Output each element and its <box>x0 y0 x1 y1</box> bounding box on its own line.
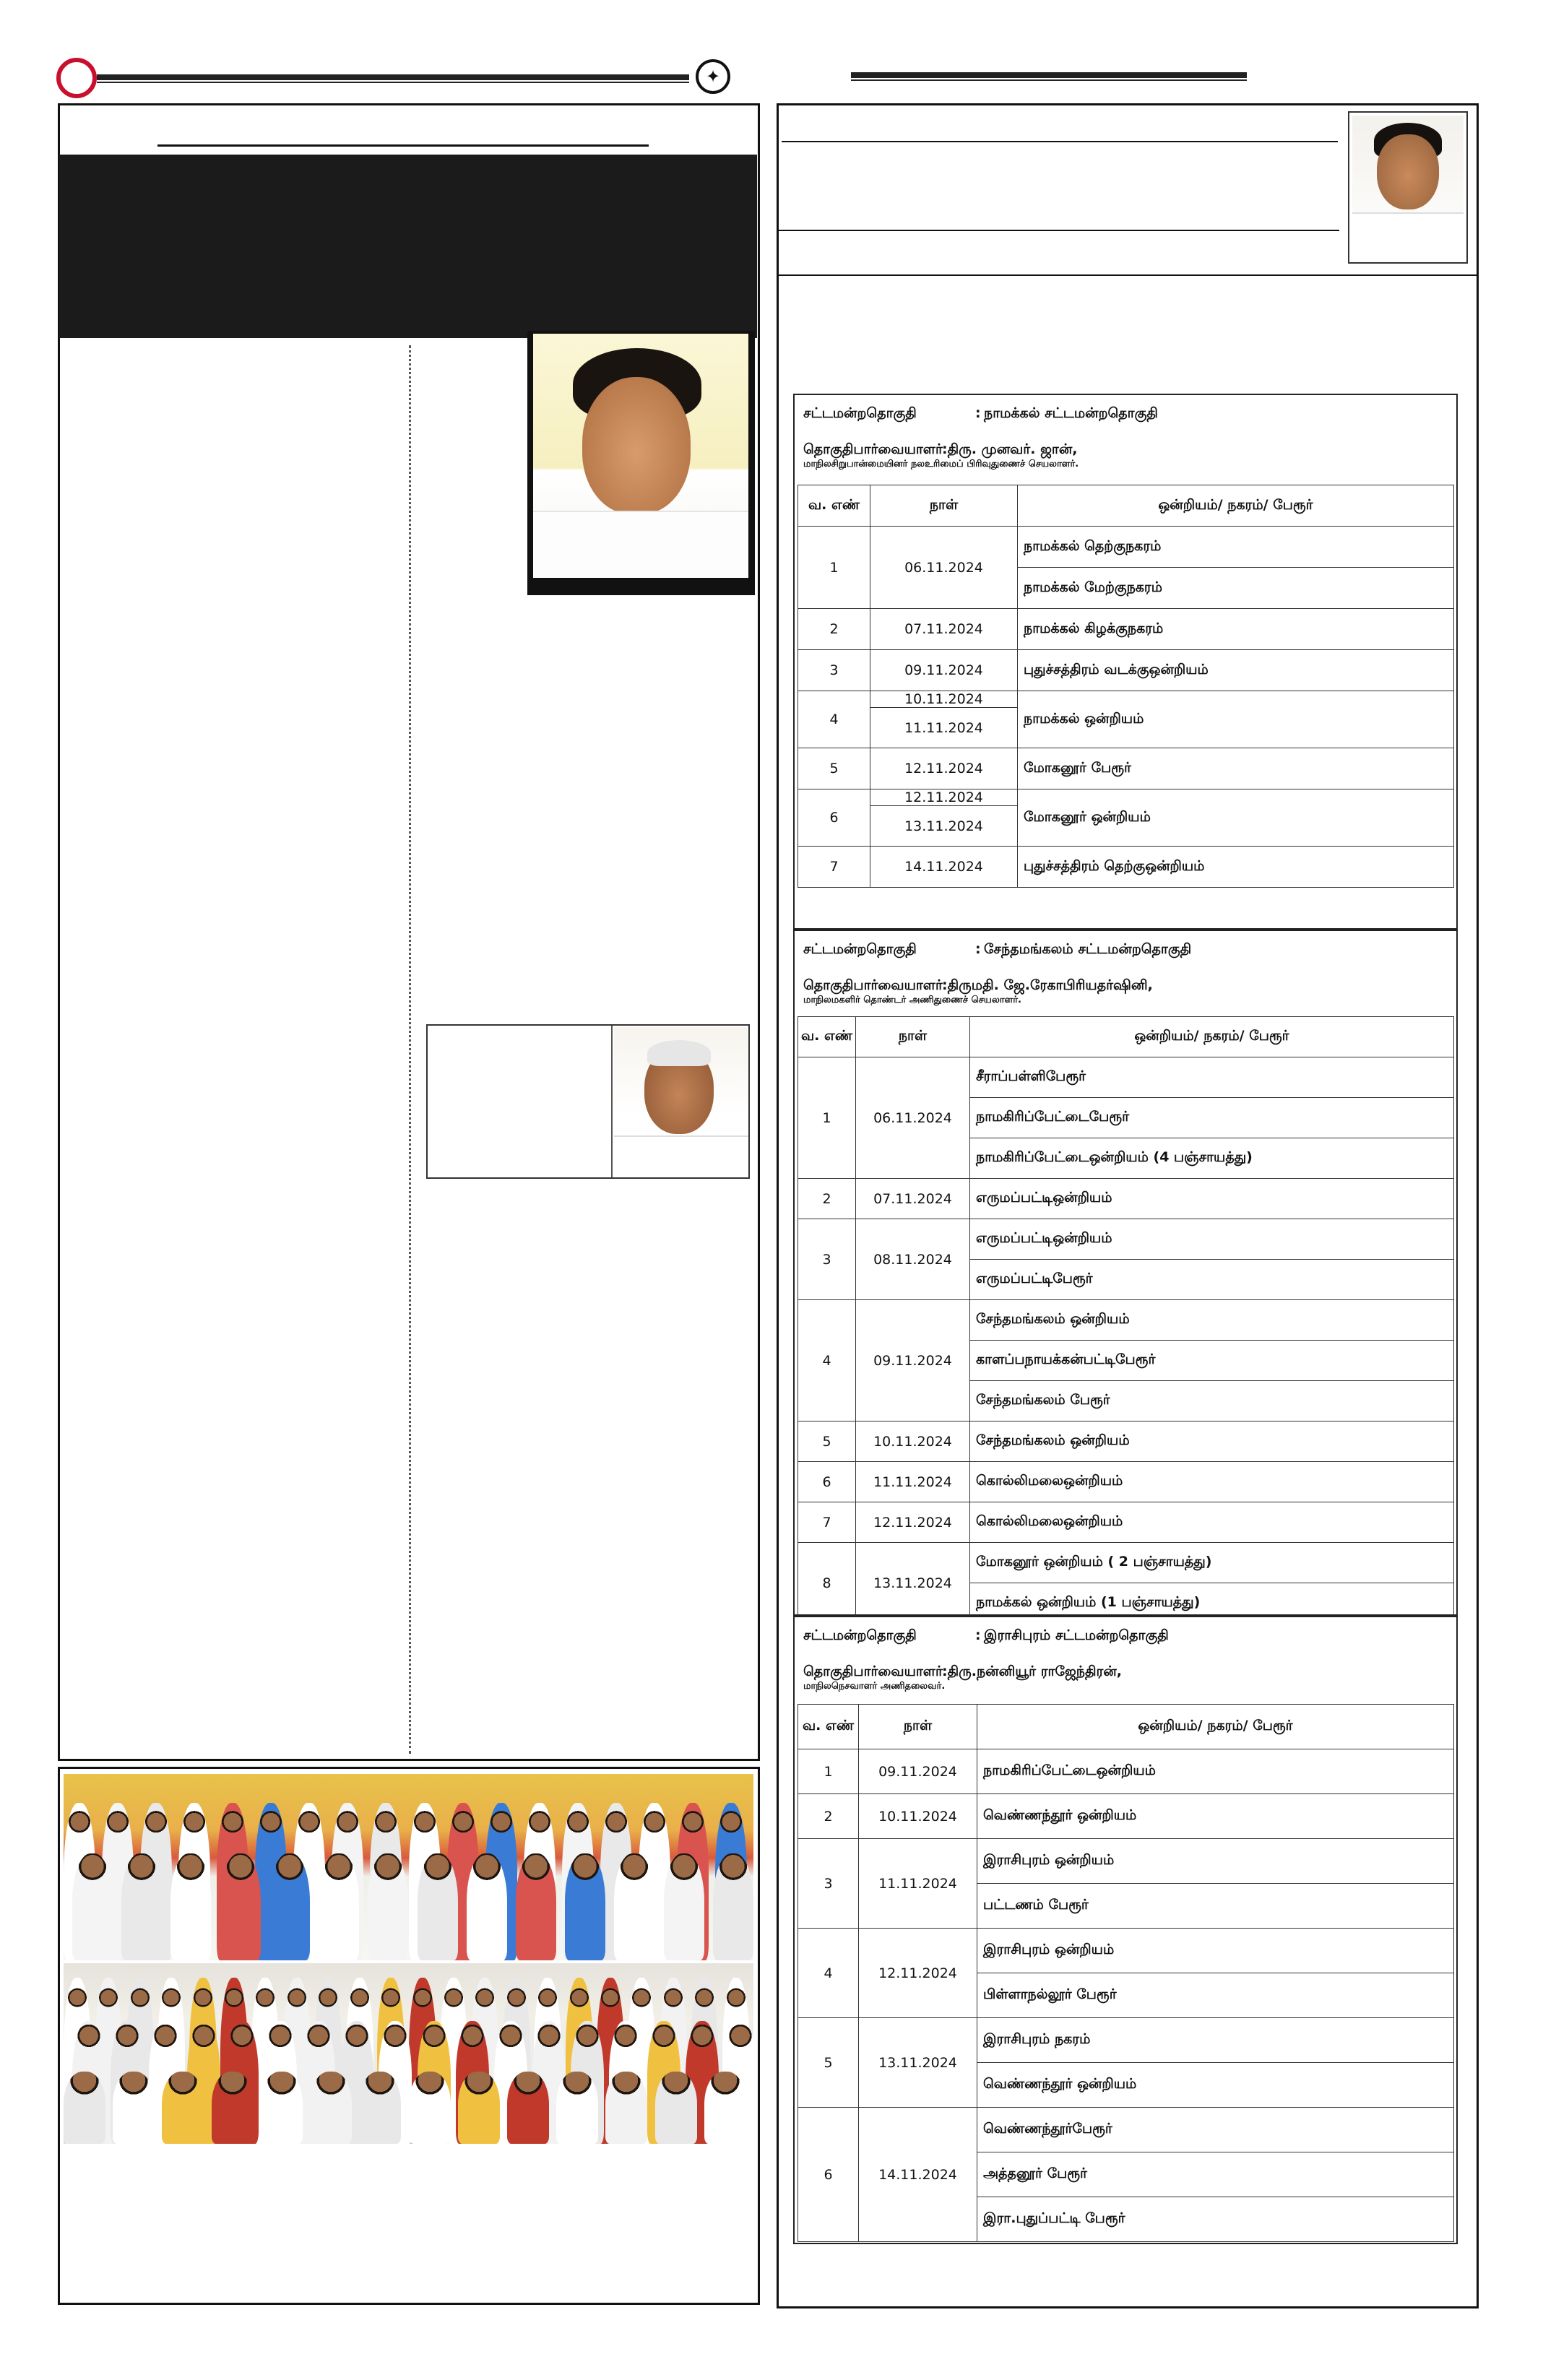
schedule-table-rasipuram <box>793 1616 1458 2244</box>
constituency-name: இராசிபுரம் சட்டமன்றதொகுதி <box>984 1627 1169 1643</box>
date-cell: 12.11.2024 <box>856 1502 970 1543</box>
serial-number: 6 <box>798 1462 856 1502</box>
crowd-figure <box>614 1853 654 1960</box>
constituency-name: சேந்தமங்கலம் சட்டமன்றதொகுதி <box>984 941 1192 957</box>
serial-number: 8 <box>798 1543 856 1624</box>
crowd-figure <box>64 2072 105 2144</box>
table-row <box>798 748 1454 789</box>
serial-number: 4 <box>798 1300 856 1421</box>
schedule-grid <box>798 485 1454 888</box>
crowd-figure <box>359 2072 401 2144</box>
place-cell: மோகனூர் ஒன்றியம் ( 2 பஞ்சாயத்து) <box>970 1543 1454 1583</box>
table-row <box>798 691 1454 708</box>
place-cell: நாமக்கல் தெற்குநகரம் <box>1018 527 1454 568</box>
serial-number: 1 <box>798 1057 856 1179</box>
place-cell: நாமகிரிப்பேட்டைபேரூர் <box>970 1098 1454 1138</box>
schedule-grid <box>798 1016 1454 1624</box>
right-subtitle-rule <box>779 230 1339 231</box>
table-row <box>798 1219 1454 1260</box>
table-header-row <box>798 485 1454 527</box>
observer-name: :திரு. முனவர். ஜான், <box>942 441 1078 457</box>
date-cell: 10.11.2024 <box>870 691 1018 708</box>
place-cell: சீராப்பள்ளிபேரூர் <box>970 1057 1454 1098</box>
serial-number: 6 <box>798 2108 859 2242</box>
column-header: வ. எண் <box>798 1705 859 1749</box>
table-row <box>798 789 1454 806</box>
crowd-figure <box>556 2072 598 2144</box>
crowd-figure <box>409 2072 451 2144</box>
constituency-label: சட்டமன்றதொகுதி <box>803 405 917 421</box>
serial-number: 3 <box>798 650 870 691</box>
crowd-figure <box>310 2072 352 2144</box>
table-row <box>798 847 1454 888</box>
column-header: வ. எண் <box>798 1017 856 1057</box>
place-cell: அத்தனூர் பேரூர் <box>977 2152 1454 2197</box>
observer-name: :திரு.நன்னியூர் ராஜேந்திரன், <box>942 1663 1123 1679</box>
place-cell: எருமப்பட்டிபேரூர் <box>970 1260 1454 1300</box>
left-title-rule <box>157 144 649 147</box>
crowd-figure <box>170 1853 211 1960</box>
party-emblem-icon: ✦ <box>696 59 730 94</box>
crowd-figure <box>368 1853 408 1960</box>
date-cell: 13.11.2024 <box>856 1543 970 1624</box>
place-cell: கொல்லிமலைஒன்றியம் <box>970 1502 1454 1543</box>
date-cell: 08.11.2024 <box>856 1219 970 1300</box>
serial-number: 5 <box>798 2018 859 2108</box>
place-cell: பிள்ளாநல்லூர் பேரூர் <box>977 1973 1454 2018</box>
column-header: ஒன்றியம்/ நகரம்/ பேரூர் <box>977 1705 1454 1749</box>
crowd-figure <box>220 1853 261 1960</box>
label-colon: : <box>975 1627 981 1643</box>
schedule-table-senthamangalam <box>793 930 1458 1616</box>
table-row <box>798 1929 1454 1973</box>
place-cell: காளப்பநாயக்கன்பட்டிபேரூர் <box>970 1341 1454 1381</box>
place-cell: இரா.புதுப்பட்டி பேரூர் <box>977 2197 1454 2242</box>
right-title-rule <box>782 141 1338 142</box>
right-portrait-face <box>1377 134 1439 209</box>
date-cell: 11.11.2024 <box>856 1462 970 1502</box>
table-row <box>798 1462 1454 1502</box>
crowd-figure <box>507 2072 549 2144</box>
date-cell: 14.11.2024 <box>870 847 1018 888</box>
crowd-figure <box>319 1853 359 1960</box>
place-cell: புதுச்சத்திரம் வடக்குஒன்றியம் <box>1018 650 1454 691</box>
portrait-photo-elder <box>614 1027 748 1176</box>
right-section-rule <box>779 274 1477 276</box>
crowd-figure <box>72 1853 113 1960</box>
serial-number: 7 <box>798 1502 856 1543</box>
serial-number: 4 <box>798 691 870 748</box>
column-header: ஒன்றியம்/ நகரம்/ பேரூர் <box>970 1017 1454 1057</box>
table-header-row <box>798 1017 1454 1057</box>
table-row <box>798 1300 1454 1341</box>
table-header-row <box>798 1705 1454 1749</box>
header-rule <box>97 74 689 80</box>
date-cell: 14.11.2024 <box>859 2108 977 2242</box>
crowd-figure <box>467 1853 507 1960</box>
place-cell: இராசிபுரம் நகரம் <box>977 2018 1454 2063</box>
place-cell: வெண்ணந்தூர் ஒன்றியம் <box>977 1794 1454 1839</box>
date-cell: 12.11.2024 <box>870 789 1018 806</box>
place-cell: பட்டணம் பேரூர் <box>977 1884 1454 1929</box>
date-cell: 09.11.2024 <box>870 650 1018 691</box>
observer-label: தொகுதிபார்வையாளர் <box>803 1663 943 1679</box>
headline-banner <box>59 155 757 338</box>
serial-number: 3 <box>798 1839 859 1929</box>
place-cell: மோகனூர் ஒன்றியம் <box>1018 789 1454 847</box>
table-row <box>798 1794 1454 1839</box>
serial-number: 2 <box>798 1794 859 1839</box>
date-cell: 12.11.2024 <box>870 748 1018 789</box>
table-row <box>798 650 1454 691</box>
header-rule-right-thin <box>851 79 1247 81</box>
observer-role: மாநிலமகளிர் தொண்டர் அணிதுணைச் செயலாளர். <box>803 995 1021 1005</box>
portrait-face <box>582 377 691 514</box>
table-row <box>798 2018 1454 2063</box>
date-cell: 09.11.2024 <box>859 1749 977 1794</box>
schedule-table-namakkal <box>793 394 1458 930</box>
date-cell: 13.11.2024 <box>859 2018 977 2108</box>
observer-label: தொகுதிபார்வையாளர் <box>803 441 943 457</box>
place-cell: கொல்லிமலைஒன்றியம் <box>970 1462 1454 1502</box>
place-cell: நாமகிரிப்பேட்டைஒன்றியம் <box>977 1749 1454 1794</box>
crowd-figure <box>113 2072 155 2144</box>
portrait-photo-right <box>1352 116 1464 259</box>
table-row <box>798 527 1454 568</box>
date-cell: 10.11.2024 <box>856 1421 970 1462</box>
crowd-figure <box>261 2072 303 2144</box>
right-portrait-shirt <box>1352 212 1464 259</box>
place-cell: இராசிபுரம் ஒன்றியம் <box>977 1839 1454 1884</box>
crowd-figure <box>565 1853 605 1960</box>
crowd-figure <box>162 2072 204 2144</box>
crowd-figure <box>418 1853 458 1960</box>
observer-role: மாநிலசிறுபான்மையினர் நலஉரிமைப் பிரிவுதுணைச் செயலாளர். <box>803 459 1079 469</box>
crowd-figure <box>713 1853 753 1960</box>
serial-number: 4 <box>798 1929 859 2018</box>
crowd-figure <box>212 2072 254 2144</box>
crowd-figure <box>664 1853 704 1960</box>
constituency-label: சட்டமன்றதொகுதி <box>803 941 917 957</box>
date-cell: 07.11.2024 <box>856 1179 970 1219</box>
date-cell: 06.11.2024 <box>856 1057 970 1179</box>
header-rule-thin <box>97 82 689 83</box>
serial-number: 6 <box>798 789 870 847</box>
date-cell: 10.11.2024 <box>859 1794 977 1839</box>
crowd-figure <box>458 2072 500 2144</box>
place-cell: எருமப்பட்டிஒன்றியம் <box>970 1219 1454 1260</box>
place-cell: எருமப்பட்டிஒன்றியம் <box>970 1179 1454 1219</box>
crowd-figure <box>655 2072 697 2144</box>
date-cell: 07.11.2024 <box>870 609 1018 650</box>
crowd-figure <box>269 1853 310 1960</box>
place-cell: நாமக்கல் மேற்குநகரம் <box>1018 568 1454 609</box>
place-cell: சேந்தமங்கலம் பேரூர் <box>970 1381 1454 1421</box>
column-header: நாள் <box>859 1705 977 1749</box>
serial-number: 2 <box>798 609 870 650</box>
group-meeting-photo-2 <box>64 1963 753 2144</box>
elder-photo-separator <box>611 1026 613 1177</box>
place-cell: புதுச்சத்திரம் தெற்குஒன்றியம் <box>1018 847 1454 888</box>
date-cell: 13.11.2024 <box>870 806 1018 847</box>
place-cell: மோகனூர் பேரூர் <box>1018 748 1454 789</box>
constituency-name: நாமக்கல் சட்டமன்றதொகுதி <box>984 405 1158 421</box>
date-cell: 09.11.2024 <box>856 1300 970 1421</box>
place-cell: சேந்தமங்கலம் ஒன்றியம் <box>970 1421 1454 1462</box>
place-cell: நாமகிரிப்பேட்டைஒன்றியம் (4 பஞ்சாயத்து) <box>970 1138 1454 1179</box>
table-row <box>798 1749 1454 1794</box>
place-cell: நாமக்கல் ஒன்றியம் (1 பஞ்சாயத்து) <box>970 1583 1454 1624</box>
column-header: நாள் <box>870 485 1018 527</box>
serial-number: 2 <box>798 1179 856 1219</box>
serial-number: 3 <box>798 1219 856 1300</box>
elder-shirt <box>614 1135 748 1176</box>
crowd-figure <box>605 2072 647 2144</box>
place-cell: வெண்ணந்தூர் ஒன்றியம் <box>977 2063 1454 2108</box>
group-meeting-photo-1 <box>64 1774 753 1960</box>
place-cell: சேந்தமங்கலம் ஒன்றியம் <box>970 1300 1454 1341</box>
label-colon: : <box>975 405 981 421</box>
column-header: வ. எண் <box>798 485 870 527</box>
place-cell: நாமக்கல் ஒன்றியம் <box>1018 691 1454 748</box>
table-row <box>798 1839 1454 1884</box>
table-row <box>798 2108 1454 2152</box>
table-row <box>798 609 1454 650</box>
column-divider <box>409 345 411 1754</box>
serial-number: 7 <box>798 847 870 888</box>
serial-number: 5 <box>798 1421 856 1462</box>
date-cell: 11.11.2024 <box>859 1839 977 1929</box>
table-row <box>798 1543 1454 1583</box>
date-cell: 06.11.2024 <box>870 527 1018 609</box>
portrait-shirt <box>533 511 748 578</box>
table-row <box>798 1179 1454 1219</box>
table-row <box>798 1421 1454 1462</box>
elder-hair <box>647 1040 711 1066</box>
column-header: ஒன்றியம்/ நகரம்/ பேரூர் <box>1018 485 1454 527</box>
table-row <box>798 1057 1454 1098</box>
place-cell: இராசிபுரம் ஒன்றியம் <box>977 1929 1454 1973</box>
serial-number: 1 <box>798 527 870 609</box>
crowd-figure <box>704 2072 746 2144</box>
constituency-label: சட்டமன்றதொகுதி <box>803 1627 917 1643</box>
place-cell: நாமக்கல் கிழக்குநகரம் <box>1018 609 1454 650</box>
column-header: நாள் <box>856 1017 970 1057</box>
table-row <box>798 1502 1454 1543</box>
crowd-figure <box>516 1853 556 1960</box>
place-cell: வெண்ணந்தூர்பேரூர் <box>977 2108 1454 2152</box>
crowd-figure <box>121 1853 162 1960</box>
date-cell: 12.11.2024 <box>859 1929 977 2018</box>
observer-label: தொகுதிபார்வையாளர் <box>803 977 943 993</box>
serial-number: 5 <box>798 748 870 789</box>
serial-number: 1 <box>798 1749 859 1794</box>
logo-circle <box>56 58 97 98</box>
label-colon: : <box>975 941 981 957</box>
observer-name: :திருமதி. ஜே.ரேகாபிரியதர்ஷினி, <box>942 977 1153 993</box>
portrait-photo-young-man <box>533 334 748 578</box>
header-rule-right <box>851 72 1247 78</box>
date-cell: 11.11.2024 <box>870 708 1018 748</box>
observer-role: மாநிலநெசவாளர் அணிதலைவர். <box>803 1681 946 1692</box>
schedule-grid <box>798 1704 1454 2242</box>
